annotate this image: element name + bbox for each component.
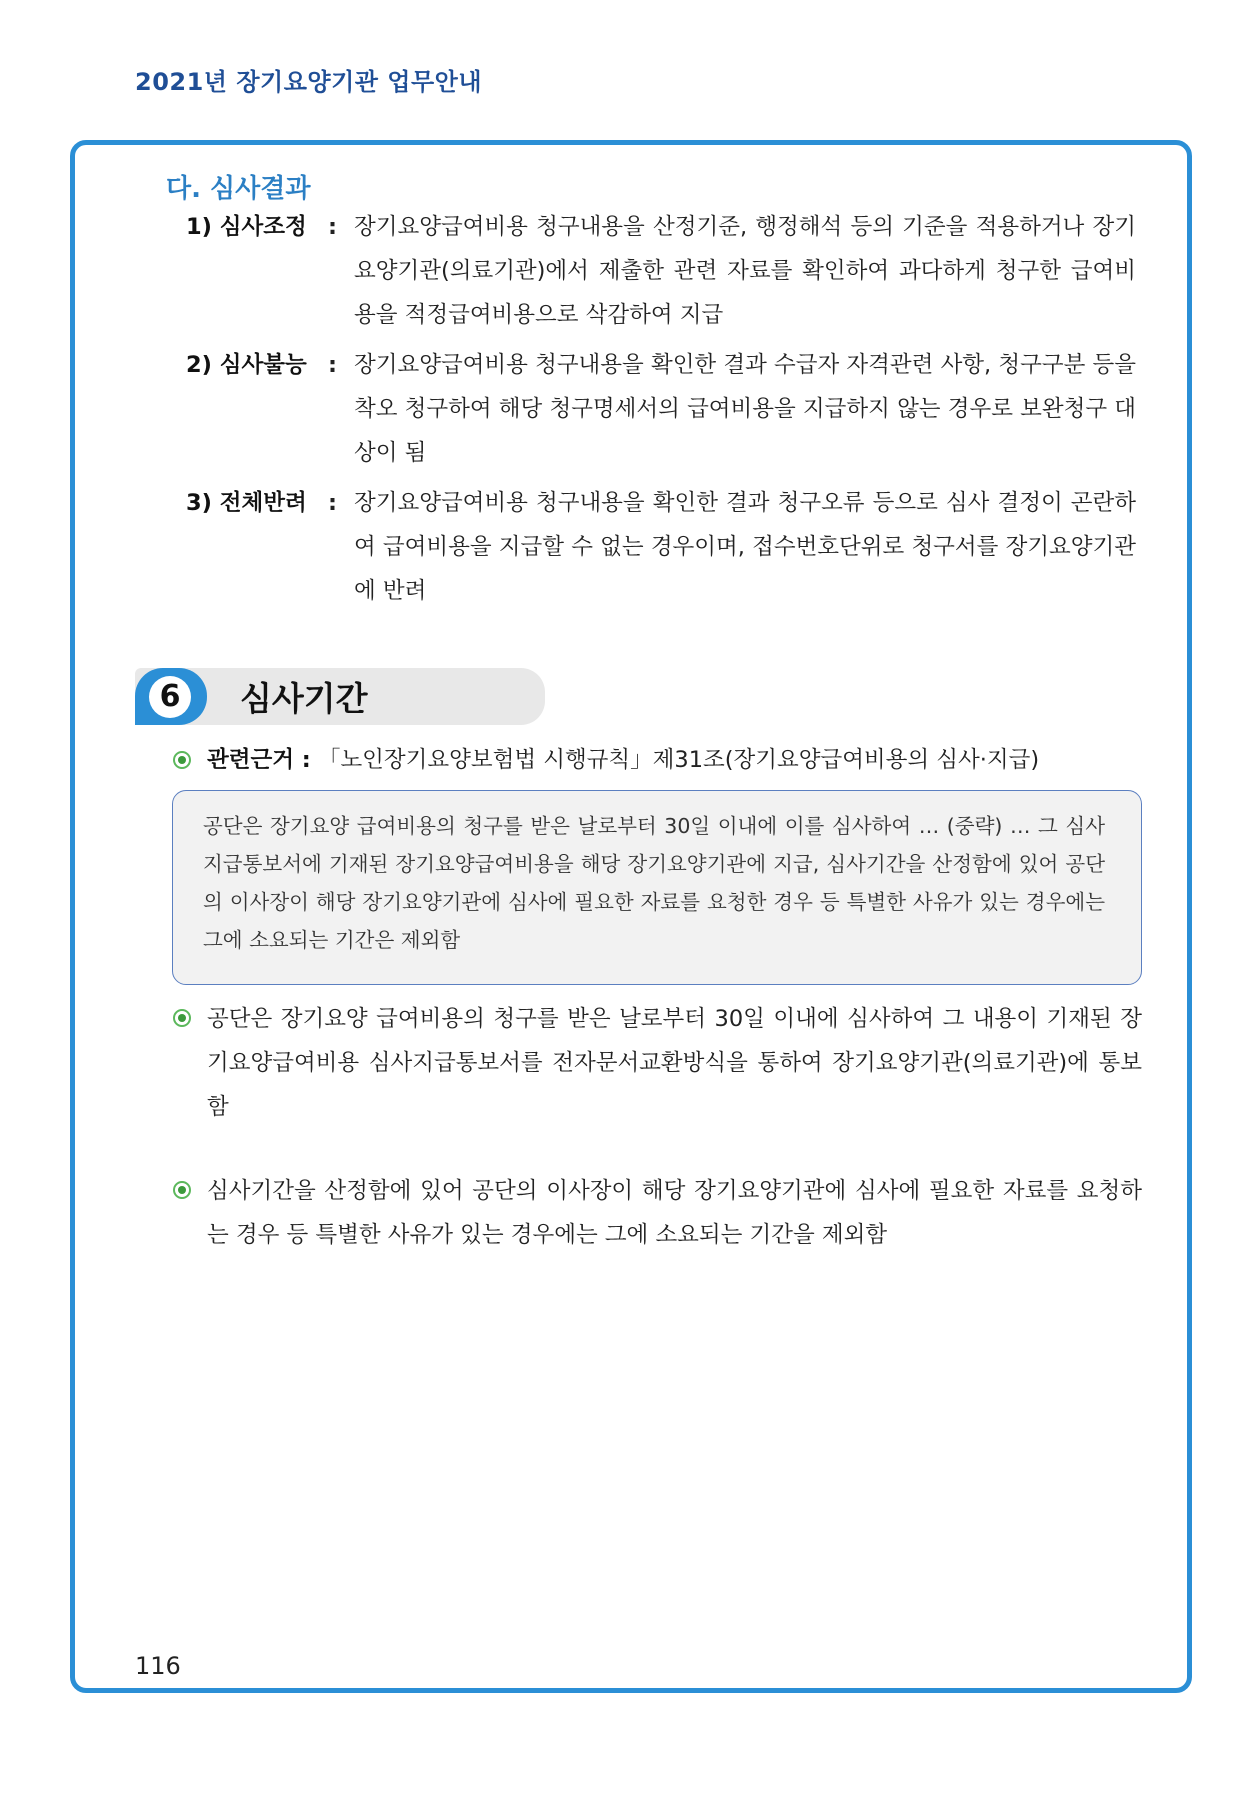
definition-item-full-return bbox=[186, 481, 1136, 613]
subsection-heading: 다. 심사결과 bbox=[166, 174, 311, 204]
definition-term: 2) 심사불능 bbox=[186, 352, 307, 378]
section-title: 심사기간 bbox=[240, 679, 368, 718]
legal-basis-label: 관련근거 : bbox=[207, 747, 311, 773]
running-header: 2021년 장기요양기관 업무안내 bbox=[135, 68, 483, 96]
page-number: 116 bbox=[135, 1652, 181, 1680]
law-quote-box: 공단은 장기요양 급여비용의 청구를 받은 날로부터 30일 이내에 이를 심사하여 … (중략) … 그 심사지급통보서에 기재된 장기요양급여비용을 해당 장기요양기관에 지급, 심사기간을 산정함에 있어 공단의 이사장이 해당 장기요양기관에 심사에 필요한 자료를 요청한 경우 등 특별한 사유가 있는 경우에는 그에 소요되는 기간은 제외함 bbox=[172, 790, 1142, 985]
definition-term: 1) 심사조정 bbox=[186, 214, 307, 240]
definition-description: 장기요양급여비용 청구내용을 확인한 결과 청구오류 등으로 심사 결정이 곤란하여 급여비용을 지급할 수 없는 경우이며, 접수번호단위로 청구서를 장기요양기관에 반려 bbox=[354, 490, 1136, 604]
section-number-badge bbox=[135, 668, 207, 725]
definition-term: 3) 전체반려 bbox=[186, 490, 307, 516]
bullet-icon bbox=[173, 1009, 191, 1027]
bullet-icon bbox=[173, 751, 191, 769]
legal-basis-line bbox=[207, 740, 1039, 780]
definition-description: 장기요양급여비용 청구내용을 확인한 결과 수급자 자격관련 사항, 청구구분 등을 착오 청구하여 해당 청구명세서의 급여비용을 지급하지 않는 경우로 보완청구 대상이 됨 bbox=[354, 352, 1136, 466]
definition-colon: : bbox=[328, 214, 337, 240]
definition-item-adjustment bbox=[186, 205, 1136, 337]
definition-description: 장기요양급여비용 청구내용을 산정기준, 행정해석 등의 기준을 적용하거나 장기요양기관(의료기관)에서 제출한 관련 자료를 확인하여 과다하게 청구한 급여비용을 적정급여비용으로 삭감하여 지급 bbox=[354, 214, 1136, 328]
definition-item-unprocessable bbox=[186, 343, 1136, 475]
section-number: 6 bbox=[149, 676, 191, 718]
bullet-paragraph: 공단은 장기요양 급여비용의 청구를 받은 날로부터 30일 이내에 심사하여 그 내용이 기재된 장기요양급여비용 심사지급통보서를 전자문서교환방식을 통하여 장기요양기관(의료기관)에 통보함 bbox=[207, 1006, 1142, 1120]
legal-basis-text: 「노인장기요양보험법 시행규칙」제31조(장기요양급여비용의 심사·지급) bbox=[317, 747, 1040, 773]
definition-colon: : bbox=[328, 352, 337, 378]
bullet-icon bbox=[173, 1181, 191, 1199]
bullet-paragraph: 심사기간을 산정함에 있어 공단의 이사장이 해당 장기요양기관에 심사에 필요한 자료를 요청하는 경우 등 특별한 사유가 있는 경우에는 그에 소요되는 기간을 제외함 bbox=[207, 1178, 1142, 1248]
definition-colon: : bbox=[328, 490, 337, 516]
